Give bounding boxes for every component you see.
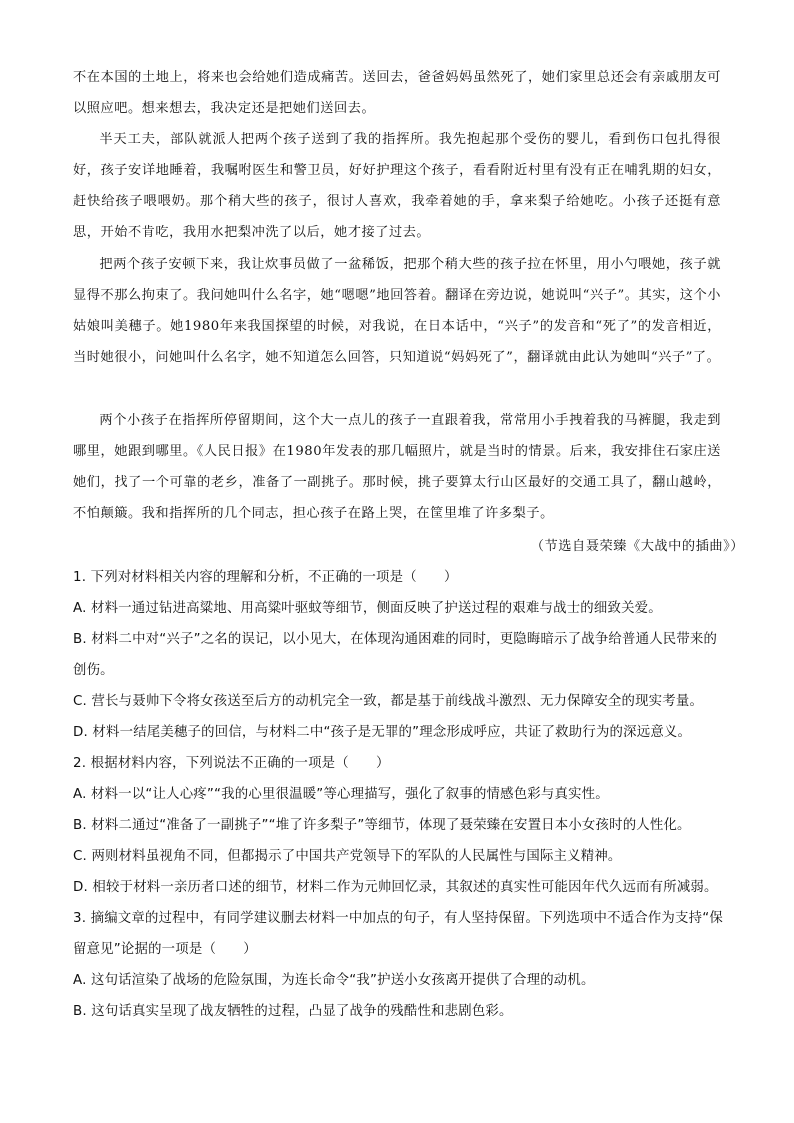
paragraph-text: 把两个孩子安顿下来，我让炊事员做了一盆稀饭，把那个稍大些的孩子拉在怀里，用小勺喂她，孩子就显得不那么拘束了。我问她叫什么名字，她“嗯嗯”地回答着。翻译在旁边说，她说叫“兴子”。其实，这个小姑娘叫美穗子。她1980年来我国探望的时候，对我说，在日本话中，“兴子”的发音和“死了”的发音相近，当时她很小，问她叫什么名字，她不知道怎么回答，只知道说“妈妈死了”，翻译就由此认为她叫“兴子”了。 [73, 257, 721, 365]
option-a[interactable]: A. 这句话渲染了战场的危险氛围，为连长命令“我”护送小女孩离开提供了合理的动机。 [73, 973, 595, 988]
question-3 [73, 903, 723, 1027]
passage-source: （节选自聂荣臻《大战中的插曲》） [530, 539, 744, 554]
paragraph-text: 不在本国的土地上，将来也会给她们造成痛苦。送回去，爸爸妈妈虽然死了，她们家里总还会有亲戚朋友可以照应吧。想来想去，我决定还是把她们送回去。 [73, 70, 721, 116]
option-c[interactable]: C. 两则材料虽视角不同，但都揭示了中国共产党领导下的军队的人民属性与国际主义精神。 [73, 849, 622, 864]
question-2 [73, 748, 723, 903]
question-1 [73, 562, 723, 748]
option-c[interactable]: C. 营长与聂帅下令将女孩送至后方的动机完全一致，都是基于前线战斗激烈、无力保障安全的现实考量。 [73, 694, 704, 709]
paragraph-text: 半天工夫，部队就派人把两个孩子送到了我的指挥所。我先抱起那个受伤的婴儿，看到伤口包扎得很好，孩子安详地睡着，我嘱咐医生和警卫员，好好护理这个孩子，看看附近村里有没有正在哺乳期的妇女，赶快给孩子喂喂奶。那个稍大些的孩子，很讨人喜欢，我牵着她的手，拿来梨子给她吃。小孩子还挺有意思，开始不肯吃，我用水把梨冲洗了以后，她才接了过去。 [73, 132, 721, 240]
option-a[interactable]: A. 材料一以“让人心疼”“我的心里很温暖”等心理描写，强化了叙事的情感色彩与真实性。 [73, 787, 609, 802]
option-b[interactable]: B. 这句话真实呈现了战友牺牲的过程，凸显了战争的残酷性和悲剧色彩。 [73, 1004, 513, 1019]
option-d[interactable]: D. 材料一结尾美穗子的回信，与材料二中“孩子是无罪的”理念形成呼应，共证了救助行为的深远意义。 [73, 725, 692, 740]
option-d[interactable]: D. 相较于材料一亲历者口述的细节，材料二作为元帅回忆录，其叙述的真实性可能因年代久远而有所减弱。 [73, 880, 718, 895]
option-a[interactable]: A. 材料一通过钻进高粱地、用高粱叶驱蚊等细节，侧面反映了护送过程的艰难与战士的细致关爱。 [73, 601, 662, 616]
option-b[interactable]: B. 材料二中对“兴子”之名的误记，以小见大，在体现沟通困难的同时，更隐晦暗示了战争给普通人民带来的创伤。 [73, 632, 718, 678]
question-stem: 2. 根据材料内容，下列说法不正确的一项是（ ） [73, 756, 390, 771]
questions-section [73, 562, 723, 1027]
passage-paragraph-1 [73, 62, 721, 124]
passage-paragraph-2 [73, 124, 721, 248]
passage-paragraph-3 [73, 249, 721, 373]
paragraph-text: 两个小孩子在指挥所停留期间，这个大一点儿的孩子一直跟着我，常常用小手拽着我的马裤腿，我走到哪里，她跟到哪里。《人民日报》在1980年发表的那几幅照片，就是当时的情景。后来，我安排住石家庄送她们，找了一个可靠的老乡，准备了一副挑子。那时候，挑子要算太行山区最好的交通工具了，翻山越岭，不怕颠簸。我和指挥所的几个同志，担心孩子在路上哭，在筐里堆了许多梨子。 [73, 413, 721, 521]
passage-paragraph-4 [73, 405, 721, 529]
question-stem: 3. 摘编文章的过程中，有同学建议删去材料一中加点的句子，有人坚持保留。下列选项中不适合作为支持“保留意见”论据的一项是（ ） [73, 911, 723, 957]
option-b[interactable]: B. 材料二通过“准备了一副挑子”“堆了许多梨子”等细节，体现了聂荣臻在安置日本小女孩时的人性化。 [73, 818, 691, 833]
question-stem: 1. 下列对材料相关内容的理解和分析，不正确的一项是（ ） [73, 570, 458, 585]
